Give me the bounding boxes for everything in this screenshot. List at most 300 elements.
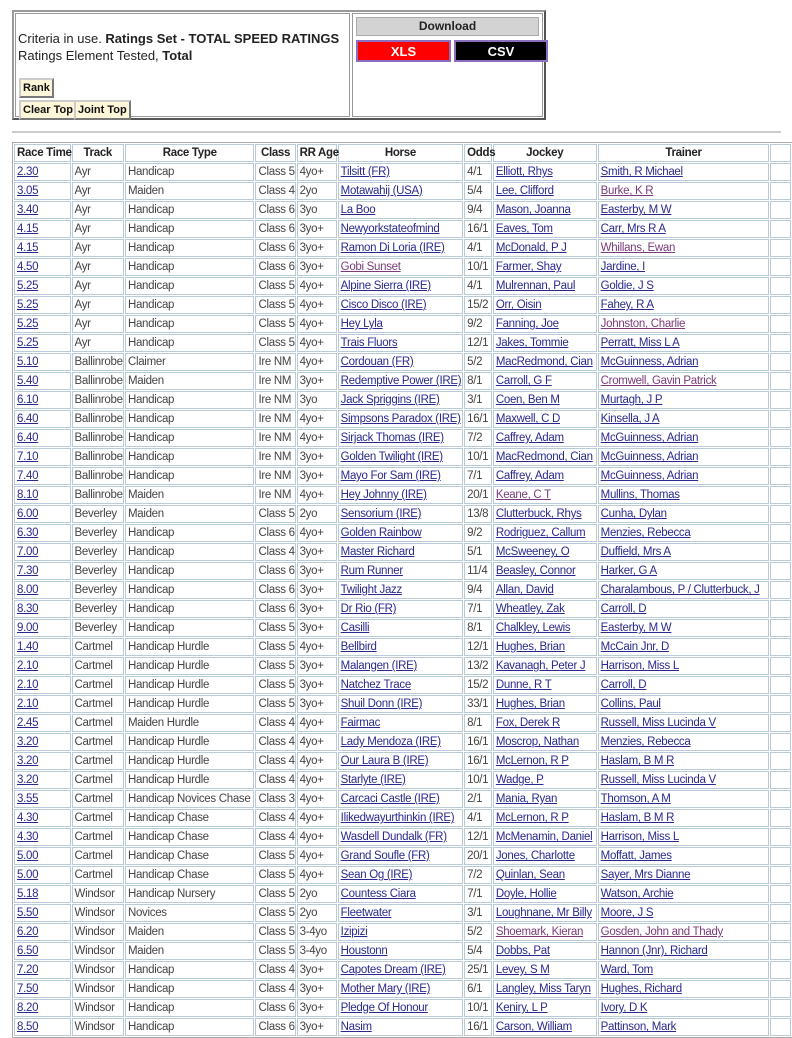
race-time-link[interactable]: 6.40	[17, 432, 39, 444]
trainer-link[interactable]: Cunha, Dylan	[600, 508, 667, 520]
trainer-link[interactable]: Goldie, J S	[600, 280, 654, 292]
horse-link[interactable]: Capotes Dream (IRE)	[340, 964, 446, 976]
horse-link[interactable]: Rum Runner	[340, 565, 403, 577]
jockey-link[interactable]: Hughes, Brian	[495, 698, 565, 710]
cell-rr-age: 4yo+	[297, 410, 337, 428]
jockey-link[interactable]: Dobbs, Pat	[495, 945, 550, 957]
cell-odds: 8/1	[464, 714, 492, 732]
race-time-link[interactable]: 7.00	[17, 546, 39, 558]
cell-race-type: Maiden Hurdle	[125, 714, 255, 732]
trainer-link[interactable]: Smith, R Michael	[600, 166, 683, 178]
horse-link[interactable]: Newyorkstateofmind	[340, 223, 440, 235]
cell-rr-age: 3yo+	[297, 657, 337, 675]
cell-race-type: Handicap Chase	[125, 866, 255, 884]
race-time-link[interactable]: 5.25	[17, 299, 39, 311]
cell-race-time	[14, 543, 71, 561]
cell-jockey	[493, 904, 597, 922]
horse-link[interactable]: Our Laura B (IRE)	[340, 755, 429, 767]
trainer-link[interactable]: McCain Jnr, D	[600, 641, 669, 653]
trainer-link[interactable]: Harker, G A	[600, 565, 657, 577]
cell-track: Ballinrobe	[72, 467, 124, 485]
trainer-link[interactable]: Charalambous, P / Clutterbuck, J	[600, 584, 760, 596]
race-time-link[interactable]: 3.20	[17, 774, 39, 786]
horse-link[interactable]: Nasim	[340, 1021, 372, 1033]
cell-class: Ire NM	[255, 410, 295, 428]
table-row	[14, 239, 791, 257]
cell-class: Class 4	[255, 182, 295, 200]
jockey-link[interactable]: Keane, C T	[495, 489, 551, 501]
cell-rr-age: 3yo	[297, 391, 337, 409]
table-row	[14, 790, 791, 808]
cell-race-time	[14, 581, 71, 599]
horse-link[interactable]: Malangen (IRE)	[340, 660, 418, 672]
table-row	[14, 904, 791, 922]
race-time-link[interactable]: 5.25	[17, 337, 39, 349]
horse-link[interactable]: Shuil Donn (IRE)	[340, 698, 423, 710]
cell-odds: 15/2	[464, 296, 492, 314]
cell-class: Class 4	[255, 752, 295, 770]
trainer-link[interactable]: Pattinson, Mark	[600, 1021, 677, 1033]
race-time-link[interactable]: 7.20	[17, 964, 39, 976]
jockey-link[interactable]: Langley, Miss Taryn	[495, 983, 591, 995]
jockey-link[interactable]: Beasley, Connor	[495, 565, 576, 577]
trainer-link[interactable]: Hannon (Jnr), Richard	[600, 945, 708, 957]
jockey-link[interactable]: Dunne, R T	[495, 679, 552, 691]
trainer-link[interactable]: Carroll, D	[600, 679, 647, 691]
jockey-link[interactable]: Levey, S M	[495, 964, 550, 976]
horse-link[interactable]: Sirjack Thomas (IRE)	[340, 432, 444, 444]
cell-race-time	[14, 676, 71, 694]
horse-link[interactable]: Jack Spriggins (IRE)	[340, 394, 440, 406]
cell-jockey	[493, 885, 597, 903]
jockey-link[interactable]: McDonald, P J	[495, 242, 567, 254]
cell-trainer	[598, 543, 770, 561]
jockey-link[interactable]: Caffrey, Adam	[495, 470, 564, 482]
horse-link[interactable]: Golden Twilight (IRE)	[340, 451, 443, 463]
horse-link[interactable]: Lady Mendoza (IRE)	[340, 736, 441, 748]
cell-race-type: Handicap	[125, 543, 255, 561]
cell-race-time	[14, 163, 71, 181]
horse-link[interactable]: Fleetwater	[340, 907, 392, 919]
cell-trainer	[598, 676, 770, 694]
race-time-link[interactable]: 4.15	[17, 242, 39, 254]
cell-class: Class 6	[255, 524, 295, 542]
trainer-link[interactable]: Murtagh, J P	[600, 394, 663, 406]
trainer-link[interactable]: Russell, Miss Lucinda V	[600, 717, 716, 729]
cell-horse	[338, 866, 463, 884]
cell-odds: 16/1	[464, 410, 492, 428]
race-time-link[interactable]: 6.10	[17, 394, 39, 406]
race-time-link[interactable]: 8.50	[17, 1021, 39, 1033]
cell-trainer	[598, 524, 770, 542]
race-time-link[interactable]: 5.25	[17, 318, 39, 330]
cell-trainer	[598, 695, 770, 713]
cell-trainer	[598, 372, 770, 390]
cell-odds: 16/1	[464, 733, 492, 751]
jockey-link[interactable]: MacRedmond, Cian	[495, 451, 593, 463]
horse-link[interactable]: Casilli	[340, 622, 370, 634]
jockey-link[interactable]: Mulrennan, Paul	[495, 280, 576, 292]
jockey-link[interactable]: Allan, David	[495, 584, 554, 596]
jockey-link[interactable]: Chalkley, Lewis	[495, 622, 571, 634]
trainer-link[interactable]: Russell, Miss Lucinda V	[600, 774, 716, 786]
cell-rr-age: 3yo+	[297, 619, 337, 637]
trainer-link[interactable]: Harrison, Miss L	[600, 831, 679, 843]
cell-rr-age: 4yo+	[297, 866, 337, 884]
cell-race-time	[14, 809, 71, 827]
trainer-link[interactable]: Haslam, B M R	[600, 755, 675, 767]
cell-class: Class 6	[255, 1018, 295, 1036]
horse-link[interactable]: Motawahij (USA)	[340, 185, 423, 197]
cell-race-time	[14, 334, 71, 352]
joint-top-button[interactable]: Joint Top	[74, 100, 131, 120]
table-row	[14, 315, 791, 333]
race-time-link[interactable]: 4.50	[17, 261, 39, 273]
race-time-link[interactable]: 4.15	[17, 223, 39, 235]
cell-horse	[338, 999, 463, 1017]
cell-race-type: Handicap	[125, 600, 255, 618]
jockey-link[interactable]: Shoemark, Kieran	[495, 926, 584, 938]
jockey-link[interactable]: Maxwell, C D	[495, 413, 560, 425]
cell-class: Ire NM	[255, 429, 295, 447]
race-time-link[interactable]: 5.40	[17, 375, 39, 387]
cell-race-type: Handicap	[125, 277, 255, 295]
trainer-link[interactable]: Moffatt, James	[600, 850, 672, 862]
jockey-link[interactable]: Fox, Derek R	[495, 717, 560, 729]
trainer-link[interactable]: Ward, Tom	[600, 964, 653, 976]
cell-horse	[338, 923, 463, 941]
race-time-link[interactable]: 6.40	[17, 413, 39, 425]
cell-odds: 9/4	[464, 201, 492, 219]
cell-track: Cartmel	[72, 828, 124, 846]
trainer-link[interactable]: Carroll, D	[600, 603, 647, 615]
table-row	[14, 524, 791, 542]
cell-race-type: Handicap	[125, 429, 255, 447]
horse-link[interactable]: Simpsons Paradox (IRE)	[340, 413, 461, 425]
horse-link[interactable]: Sean Og (IRE)	[340, 869, 413, 881]
race-time-link[interactable]: 1.40	[17, 641, 39, 653]
jockey-link[interactable]: MacRedmond, Cian	[495, 356, 593, 368]
jockey-link[interactable]: Clutterbuck, Rhys	[495, 508, 582, 520]
cell-horse	[338, 961, 463, 979]
jockey-link[interactable]: Quinlan, Sean	[495, 869, 565, 881]
cell-class: Ire NM	[255, 467, 295, 485]
cell-jockey	[493, 505, 597, 523]
table-row	[14, 505, 791, 523]
jockey-link[interactable]: Jakes, Tommie	[495, 337, 569, 349]
jockey-link[interactable]: Farmer, Shay	[495, 261, 562, 273]
race-time-link[interactable]: 5.18	[17, 888, 39, 900]
cell-race-time	[14, 315, 71, 333]
table-row	[14, 448, 791, 466]
trainer-link[interactable]: Sayer, Mrs Dianne	[600, 869, 691, 881]
cell-race-type: Handicap	[125, 980, 255, 998]
csv-download-button[interactable]: CSV	[454, 40, 548, 62]
cell-horse	[338, 486, 463, 504]
horse-link[interactable]: Trais Fluors	[340, 337, 398, 349]
race-time-link[interactable]: 7.30	[17, 565, 39, 577]
race-time-link[interactable]: 3.40	[17, 204, 39, 216]
cell-class: Class 5	[255, 904, 295, 922]
race-time-link[interactable]: 9.00	[17, 622, 39, 634]
jockey-link[interactable]: Hughes, Brian	[495, 641, 565, 653]
race-time-link[interactable]: 6.00	[17, 508, 39, 520]
trainer-link[interactable]: McGuinness, Adrian	[600, 432, 699, 444]
cell-jockey	[493, 239, 597, 257]
ratings-element: Total	[162, 48, 193, 63]
horse-link[interactable]: Redemptive Power (IRE)	[340, 375, 462, 387]
horse-link[interactable]: Alpine Sierra (IRE)	[340, 280, 431, 292]
trainer-link[interactable]: Easterby, M W	[600, 622, 672, 634]
clear-top-button[interactable]: Clear Top	[19, 100, 77, 120]
race-time-link[interactable]: 5.00	[17, 850, 39, 862]
jockey-link[interactable]: Kavanagh, Peter J	[495, 660, 586, 672]
cell-jockey	[493, 619, 597, 637]
trainer-link[interactable]: Watson, Archie	[600, 888, 674, 900]
cell-race-time	[14, 904, 71, 922]
trainer-link[interactable]: Carr, Mrs R A	[600, 223, 666, 235]
trainer-link[interactable]: McGuinness, Adrian	[600, 356, 699, 368]
cell-class: Class 6	[255, 258, 295, 276]
cell-class: Class 6	[255, 999, 295, 1017]
horse-link[interactable]: Fairmac	[340, 717, 381, 729]
jockey-link[interactable]: Carroll, G F	[495, 375, 552, 387]
horse-link[interactable]: Sensorium (IRE)	[340, 508, 422, 520]
horse-link[interactable]: Cisco Disco (IRE)	[340, 299, 427, 311]
cell-rr-age: 3yo+	[297, 543, 337, 561]
cell-track: Beverley	[72, 562, 124, 580]
cell-trainer	[598, 448, 770, 466]
jockey-link[interactable]: Elliott, Rhys	[495, 166, 553, 178]
trainer-link[interactable]: McGuinness, Adrian	[600, 470, 699, 482]
trainer-link[interactable]: Whillans, Ewan	[600, 242, 676, 254]
cell-rr-age: 4yo+	[297, 809, 337, 827]
jockey-link[interactable]: Caffrey, Adam	[495, 432, 564, 444]
race-time-link[interactable]: 5.25	[17, 280, 39, 292]
horse-link[interactable]: Starlyte (IRE)	[340, 774, 406, 786]
cell-horse	[338, 258, 463, 276]
horse-link[interactable]: La Boo	[340, 204, 376, 216]
rank-button[interactable]: Rank	[19, 78, 54, 98]
trainer-link[interactable]: Collins, Paul	[600, 698, 661, 710]
race-time-link[interactable]: 7.50	[17, 983, 39, 995]
race-time-link[interactable]: 2.45	[17, 717, 39, 729]
jockey-link[interactable]: Mason, Joanna	[495, 204, 571, 216]
cell-track: Ayr	[72, 258, 124, 276]
jockey-link[interactable]: Coen, Ben M	[495, 394, 560, 406]
jockey-link[interactable]: Lee, Clifford	[495, 185, 554, 197]
horse-link[interactable]: Mother Mary (IRE)	[340, 983, 431, 995]
race-time-link[interactable]: 8.10	[17, 489, 39, 501]
cell-extra	[770, 923, 791, 941]
jockey-link[interactable]: McLernon, R P	[495, 812, 569, 824]
horse-link[interactable]: Natchez Trace	[340, 679, 411, 691]
trainer-link[interactable]: Menzies, Rebecca	[600, 736, 691, 748]
race-time-link[interactable]: 3.05	[17, 185, 39, 197]
cell-horse	[338, 714, 463, 732]
race-time-link[interactable]: 4.30	[17, 812, 39, 824]
jockey-link[interactable]: McMenamin, Daniel	[495, 831, 593, 843]
horse-link[interactable]: Countess Ciara	[340, 888, 416, 900]
jockey-link[interactable]: Eaves, Tom	[495, 223, 553, 235]
race-time-link[interactable]: 3.20	[17, 736, 39, 748]
cell-extra	[770, 372, 791, 390]
cell-race-time	[14, 923, 71, 941]
race-time-link[interactable]: 6.20	[17, 926, 39, 938]
cell-odds: 6/1	[464, 980, 492, 998]
jockey-link[interactable]: Wheatley, Zak	[495, 603, 565, 615]
race-time-link[interactable]: 5.10	[17, 356, 39, 368]
horse-link[interactable]: Izipizi	[340, 926, 368, 938]
jockey-link[interactable]: Fanning, Joe	[495, 318, 559, 330]
cell-horse	[338, 638, 463, 656]
trainer-link[interactable]: McGuinness, Adrian	[600, 451, 699, 463]
trainer-link[interactable]: Mullins, Thomas	[600, 489, 680, 501]
cell-extra	[770, 657, 791, 675]
trainer-link[interactable]: Perratt, Miss L A	[600, 337, 680, 349]
horse-link[interactable]: Pledge Of Honour	[340, 1002, 428, 1014]
cell-race-type: Handicap Hurdle	[125, 733, 255, 751]
cell-trainer	[598, 961, 770, 979]
table-row	[14, 201, 791, 219]
horse-link[interactable]: Cordouan (FR)	[340, 356, 414, 368]
jockey-link[interactable]: Jones, Charlotte	[495, 850, 575, 862]
race-time-link[interactable]: 5.00	[17, 869, 39, 881]
trainer-link[interactable]: Menzies, Rebecca	[600, 527, 691, 539]
horse-link[interactable]: Houstonn	[340, 945, 388, 957]
cell-horse	[338, 391, 463, 409]
jockey-link[interactable]: Doyle, Hollie	[495, 888, 557, 900]
jockey-link[interactable]: Rodriguez, Callum	[495, 527, 586, 539]
race-time-link[interactable]: 2.10	[17, 679, 39, 691]
cell-rr-age: 4yo+	[297, 638, 337, 656]
horse-link[interactable]: Carcaci Castle (IRE)	[340, 793, 440, 805]
cell-race-type: Handicap Novices Chase	[125, 790, 255, 808]
trainer-link[interactable]: Burke, K R	[600, 185, 654, 197]
header-trainer: Trainer	[598, 144, 770, 162]
trainer-link[interactable]: Moore, J S	[600, 907, 654, 919]
jockey-link[interactable]: Orr, Oisin	[495, 299, 542, 311]
cell-race-type: Maiden	[125, 923, 255, 941]
cell-extra	[770, 733, 791, 751]
jockey-link[interactable]: Mania, Ryan	[495, 793, 558, 805]
race-time-link[interactable]: 8.30	[17, 603, 39, 615]
cell-jockey	[493, 581, 597, 599]
xls-download-button[interactable]: XLS	[356, 40, 451, 62]
jockey-link[interactable]: Moscrop, Nathan	[495, 736, 579, 748]
cell-jockey	[493, 828, 597, 846]
race-time-link[interactable]: 2.30	[17, 166, 39, 178]
race-time-link[interactable]: 2.10	[17, 660, 39, 672]
race-time-link[interactable]: 4.30	[17, 831, 39, 843]
jockey-link[interactable]: Loughnane, Mr Billy	[495, 907, 592, 919]
horse-link[interactable]: Ramon Di Loria (IRE)	[340, 242, 445, 254]
table-row	[14, 961, 791, 979]
trainer-link[interactable]: Fahey, R A	[600, 299, 654, 311]
horse-link[interactable]: Bellbird	[340, 641, 377, 653]
trainer-link[interactable]: Duffield, Mrs A	[600, 546, 671, 558]
trainer-link[interactable]: Kinsella, J A	[600, 413, 660, 425]
cell-jockey	[493, 429, 597, 447]
horse-link[interactable]: Hey Lyla	[340, 318, 383, 330]
cell-track: Windsor	[72, 999, 124, 1017]
trainer-link[interactable]: Jardine, I	[600, 261, 645, 273]
horse-link[interactable]: Twilight Jazz	[340, 584, 402, 596]
cell-race-type: Handicap Hurdle	[125, 695, 255, 713]
race-time-link[interactable]: 3.20	[17, 755, 39, 767]
cell-track: Beverley	[72, 505, 124, 523]
jockey-link[interactable]: McLernon, R P	[495, 755, 569, 767]
horse-link[interactable]: Golden Rainbow	[340, 527, 422, 539]
cell-race-time	[14, 467, 71, 485]
trainer-link[interactable]: Cromwell, Gavin Patrick	[600, 375, 717, 387]
horse-link[interactable]: Gobi Sunset	[340, 261, 401, 273]
table-row	[14, 695, 791, 713]
trainer-link[interactable]: Thomson, A M	[600, 793, 671, 805]
horse-link[interactable]: Hey Johnny (IRE)	[340, 489, 427, 501]
cell-class: Class 4	[255, 828, 295, 846]
race-time-link[interactable]: 7.40	[17, 470, 39, 482]
trainer-link[interactable]: Easterby, M W	[600, 204, 672, 216]
cell-trainer	[598, 619, 770, 637]
horse-link[interactable]: Dr Rio (FR)	[340, 603, 397, 615]
cell-rr-age: 4yo+	[297, 163, 337, 181]
race-time-link[interactable]: 3.55	[17, 793, 39, 805]
trainer-link[interactable]: Johnston, Charlie	[600, 318, 686, 330]
cell-race-time	[14, 961, 71, 979]
jockey-link[interactable]: Keniry, L P	[495, 1002, 548, 1014]
cell-track: Beverley	[72, 543, 124, 561]
results-table	[12, 142, 792, 1038]
race-time-link[interactable]: 6.50	[17, 945, 39, 957]
race-time-link[interactable]: 8.00	[17, 584, 39, 596]
trainer-link[interactable]: Ivory, D K	[600, 1002, 648, 1014]
jockey-link[interactable]: McSweeney, O	[495, 546, 570, 558]
cell-track: Ayr	[72, 201, 124, 219]
race-time-link[interactable]: 2.10	[17, 698, 39, 710]
horse-link[interactable]: Grand Soufle (FR)	[340, 850, 430, 862]
race-time-link[interactable]: 6.30	[17, 527, 39, 539]
horse-link[interactable]: Wasdell Dundalk (FR)	[340, 831, 447, 843]
horse-link[interactable]: Tilsitt (FR)	[340, 166, 390, 178]
cell-track: Cartmel	[72, 771, 124, 789]
trainer-link[interactable]: Gosden, John and Thady	[600, 926, 724, 938]
horse-link[interactable]: Ilikedwayurthinkin (IRE)	[340, 812, 455, 824]
cell-race-time	[14, 657, 71, 675]
cell-race-time	[14, 486, 71, 504]
table-row	[14, 562, 791, 580]
horse-link[interactable]: Master Richard	[340, 546, 415, 558]
cell-rr-age: 3yo+	[297, 448, 337, 466]
trainer-link[interactable]: Haslam, B M R	[600, 812, 675, 824]
cell-jockey	[493, 334, 597, 352]
cell-race-type: Handicap Hurdle	[125, 676, 255, 694]
cell-track: Windsor	[72, 904, 124, 922]
trainer-link[interactable]: Hughes, Richard	[600, 983, 682, 995]
jockey-link[interactable]: Carson, William	[495, 1021, 572, 1033]
race-time-link[interactable]: 8.20	[17, 1002, 39, 1014]
race-time-link[interactable]: 7.10	[17, 451, 39, 463]
cell-jockey	[493, 961, 597, 979]
trainer-link[interactable]: Harrison, Miss L	[600, 660, 679, 672]
jockey-link[interactable]: Wadge, P	[495, 774, 544, 786]
horse-link[interactable]: Mayo For Sam (IRE)	[340, 470, 441, 482]
cell-odds: 20/1	[464, 847, 492, 865]
header-odds: Odds	[464, 144, 492, 162]
cell-trainer	[598, 885, 770, 903]
cell-odds: 20/1	[464, 486, 492, 504]
race-time-link[interactable]: 5.50	[17, 907, 39, 919]
